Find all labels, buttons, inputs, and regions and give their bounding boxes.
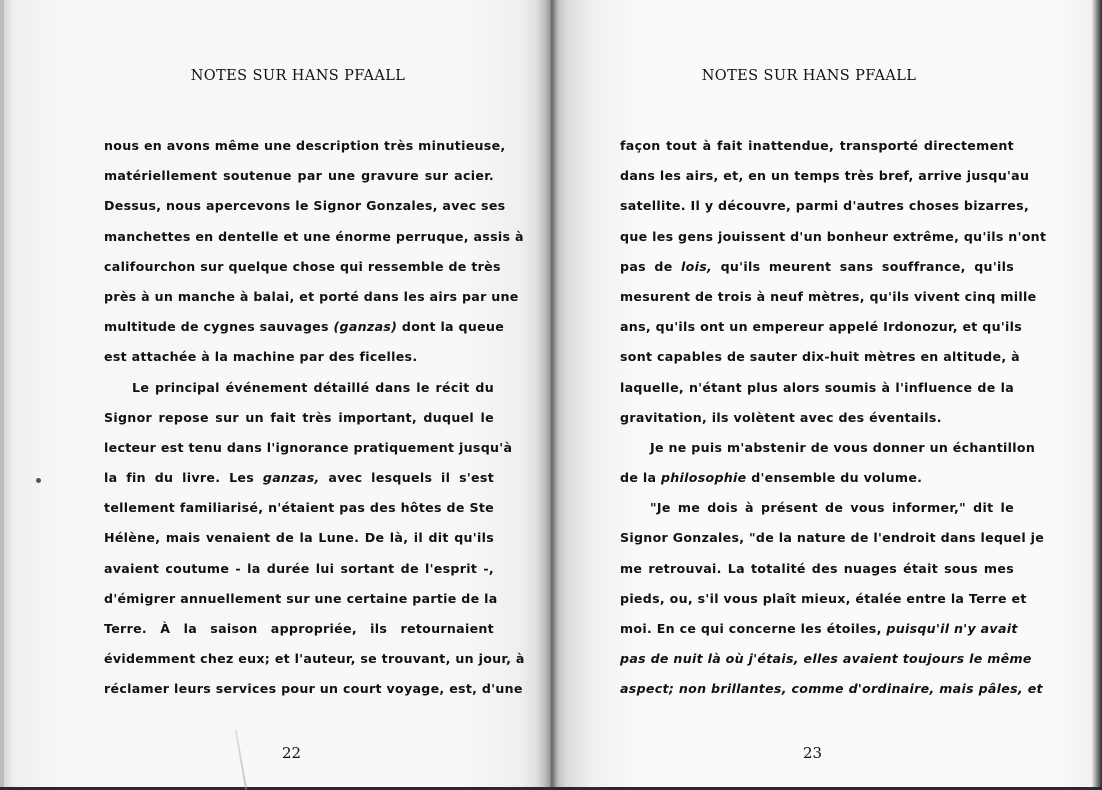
text-line: Signor Gonzales, "de la nature de l'endroit dans lequel je [620,530,1045,546]
text-line: "Je me dois à présent de vous informer," dit le [650,500,1014,516]
text-line: Je ne puis m'abstenir de vous donner un échantillon [650,439,1036,455]
text-line: sont capables de sauter dix-huit mètres en altitude, à [620,349,1020,365]
text-line [620,252,1014,282]
text-line [104,463,494,493]
text-line: me retrouvai. La totalité des nuages était sous mes [620,560,1014,576]
text-line: Signor repose sur un fait très important, duquel le [104,409,494,425]
italic-term: philosophie [660,470,747,486]
text-line: que les gens jouissent d'un bonheur extrême, qu'ils n'ont [620,228,1047,244]
page-number-left: 22 [282,744,302,762]
text-segment: la fin du livre. Les [104,470,255,486]
italic-term: ganzas, [262,470,320,486]
text-line: est attachée à la machine par des ficelles. [104,349,418,365]
text-line: Dessus, nous apercevons le Signor Gonzales, avec ses [104,198,506,214]
right-page [551,0,1102,787]
text-line: ans, qu'ils ont un empereur appelé Irdonozur, et qu'ils [620,319,1023,335]
text-line: Le principal événement détaillé dans le récit du [132,379,494,395]
text-line: façon tout à fait inattendue, transporté directement [620,138,1014,153]
italic-term: lois, [681,258,713,274]
italic-term: (ganzas) [333,319,398,335]
left-page-body [104,131,525,705]
text-line: évidemment chez eux; et l'auteur, se trouvant, un jour, à [104,651,525,667]
text-line: pieds, ou, s'il vous plaît mieux, étalée entre la Terre et [620,590,1027,606]
text-line [104,312,505,342]
running-head-right: NOTES SUR HANS PFAALL [701,68,917,84]
page-edge [1092,0,1102,787]
text-line: lecteur est tenu dans l'ignorance pratiquement jusqu'à [104,439,513,455]
text-line: mesurent de trois à neuf mètres, qu'ils vivent cinq mille [620,288,1037,304]
text-line: d'émigrer annuellement sur une certaine partie de la [104,590,498,606]
text-segment: pas de [620,258,673,274]
page-number-right: 23 [803,744,823,762]
right-page-body [620,131,1047,705]
book-gutter [536,0,566,787]
italic-term: puisqu'il n'y avait [886,621,1018,636]
text-line: Terre. À la saison appropriée, ils retournaient [104,621,494,636]
text-segment: qu'ils meurent sans souffrance, qu'ils [720,258,1015,274]
text-segment: de la [620,470,657,486]
text-line: pas de nuit là où j'étais, elles avaient toujours le même [620,651,1032,667]
text-line: tellement familiarisé, n'étaient pas des hôtes de Ste [104,500,494,516]
text-segment: dont la queue [401,319,505,335]
margin-speck [36,478,41,483]
text-segment: avec lesquels il s'est [328,470,495,486]
text-line: Hélène, mais venaient de la Lune. De là, il dit qu'ils [104,530,494,546]
text-line: nous en avons même une description très minutieuse, [104,138,506,153]
page-crease [235,730,247,789]
text-line: laquelle, n'étant plus alors soumis à l'influence de la [620,379,1014,395]
page-edge [0,0,4,787]
text-line: gravitation, ils volètent avec des éventails. [620,409,942,425]
text-line [620,463,1014,493]
text-segment: multitude de cygnes sauvages [104,319,329,335]
running-head-left: NOTES SUR HANS PFAALL [190,68,406,84]
text-line: matériellement soutenue par une gravure sur acier. [104,168,494,184]
text-line: près à un manche à balai, et porté dans les airs par une [104,288,519,304]
text-line: satellite. Il y découvre, parmi d'autres choses bizarres, [620,198,1030,214]
text-line: réclamer leurs services pour un court voyage, est, d'une [104,681,523,697]
text-line: aspect; non brillantes, comme d'ordinaire, mais pâles, et [620,681,1043,697]
text-segment: moi. En ce qui concerne les étoiles, [620,621,882,636]
text-line: avaient coutume - la durée lui sortant de l'esprit -, [104,560,494,576]
text-line: califourchon sur quelque chose qui ressemble de très [104,258,501,274]
text-line: dans les airs, et, en un temps très bref, arrive jusqu'au [620,168,1030,184]
text-line [620,614,1018,644]
text-line: manchettes en dentelle et une énorme perruque, assis à [104,228,524,244]
left-page [0,0,551,787]
text-segment: d'ensemble du volume. [751,470,923,486]
